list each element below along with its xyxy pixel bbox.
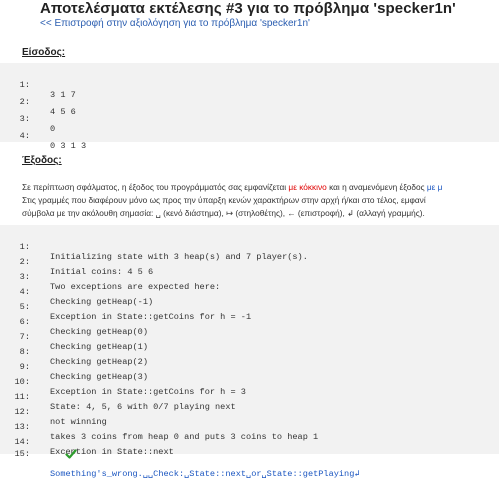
line-text: State: 4, 5, 6 with 0/7 playing next xyxy=(50,402,236,412)
line-text: Exception in State::getCoins for h = 3 xyxy=(50,387,246,397)
line-number: 4: xyxy=(19,287,30,297)
line-text: takes 3 coins from heap 0 and puts 3 coins to heap 1 xyxy=(50,432,319,442)
line-number: 12: xyxy=(14,407,30,417)
input-heading: Είσοδος: xyxy=(22,47,66,58)
line-text: Checking getHeap(-1) xyxy=(50,297,154,307)
line-text: 0 3 1 3 xyxy=(50,141,87,151)
output-panel xyxy=(0,225,499,479)
description-line-2: Στις γραμμές που διαφέρουν μόνο ως προς την ύπαρξη κενών χαρακτήρων στην αρχή ή/και στο τέλος, εμφανί xyxy=(22,195,426,205)
line-text: Exception in State::getCoins for h = -1 xyxy=(50,312,252,322)
line-text: 0 xyxy=(50,124,56,134)
red-legend: με κόκκινο xyxy=(288,182,327,192)
line-text: Exception in State::next xyxy=(50,447,174,457)
description-line-1: Σε περίπτωση σφάλματος, η έξοδος του προγράμματός σας εμφανίζεται με κόκκινο και η αναμενόμενη έξοδος με μ xyxy=(22,182,443,192)
line-number: 15: xyxy=(14,449,30,459)
line-text: 3 1 7 xyxy=(50,90,76,100)
line-number: 1: xyxy=(19,80,30,90)
line-number: 11: xyxy=(14,392,30,402)
line-number: 2: xyxy=(19,97,30,107)
line-number: 14: xyxy=(14,437,30,447)
line-number: 2: xyxy=(19,257,30,267)
back-link[interactable]: << Επιστροφή στην αξιολόγηση για το πρόβλημα 'specker1n' xyxy=(40,18,310,29)
line-text: Checking getHeap(0) xyxy=(50,327,148,337)
line-number: 5: xyxy=(19,302,30,312)
description-line-3: σύμβολα με την ακόλουθη σημασία: ␣ (κενό διάστημα), ↦ (στηλοθέτης), ← (επιστροφή), ↲ (αλλαγή γραμμής). xyxy=(22,208,425,218)
line-number: 9: xyxy=(19,362,30,372)
line-number: 8: xyxy=(19,347,30,357)
line-number: 13: xyxy=(14,422,30,432)
line-text: Initializing state with 3 heap(s) and 7 player(s). xyxy=(50,252,308,262)
page-title: Αποτελέσματα εκτέλεσης #3 για το πρόβλημα 'specker1n' xyxy=(40,0,456,17)
expected-line-text: Something's_wrong.␣␣Check:␣State::next␣or␣State::getPlaying↲ xyxy=(50,469,360,479)
output-line-diff xyxy=(0,439,499,489)
line-number: 3: xyxy=(19,114,30,124)
line-text: not winning xyxy=(50,417,107,427)
line-number: 3: xyxy=(19,272,30,282)
line-number: 6: xyxy=(19,317,30,327)
line-number: 4: xyxy=(19,131,30,141)
output-heading: Έξοδος: xyxy=(22,155,62,166)
input-panel xyxy=(0,63,499,151)
line-number: 7: xyxy=(19,332,30,342)
line-number: 10: xyxy=(14,377,30,387)
input-line xyxy=(0,121,499,161)
line-text: Checking getHeap(1) xyxy=(50,342,148,352)
blue-legend: με μ xyxy=(426,182,443,192)
line-text: Initial coins: 4 5 6 xyxy=(50,267,154,277)
line-number: 1: xyxy=(19,242,30,252)
line-text: Checking getHeap(2) xyxy=(50,357,148,367)
line-text: Two exceptions are expected here: xyxy=(50,282,221,292)
line-text: 4 5 6 xyxy=(50,107,76,117)
line-text: Checking getHeap(3) xyxy=(50,372,148,382)
check-icon xyxy=(34,438,46,450)
output-description xyxy=(22,181,499,220)
